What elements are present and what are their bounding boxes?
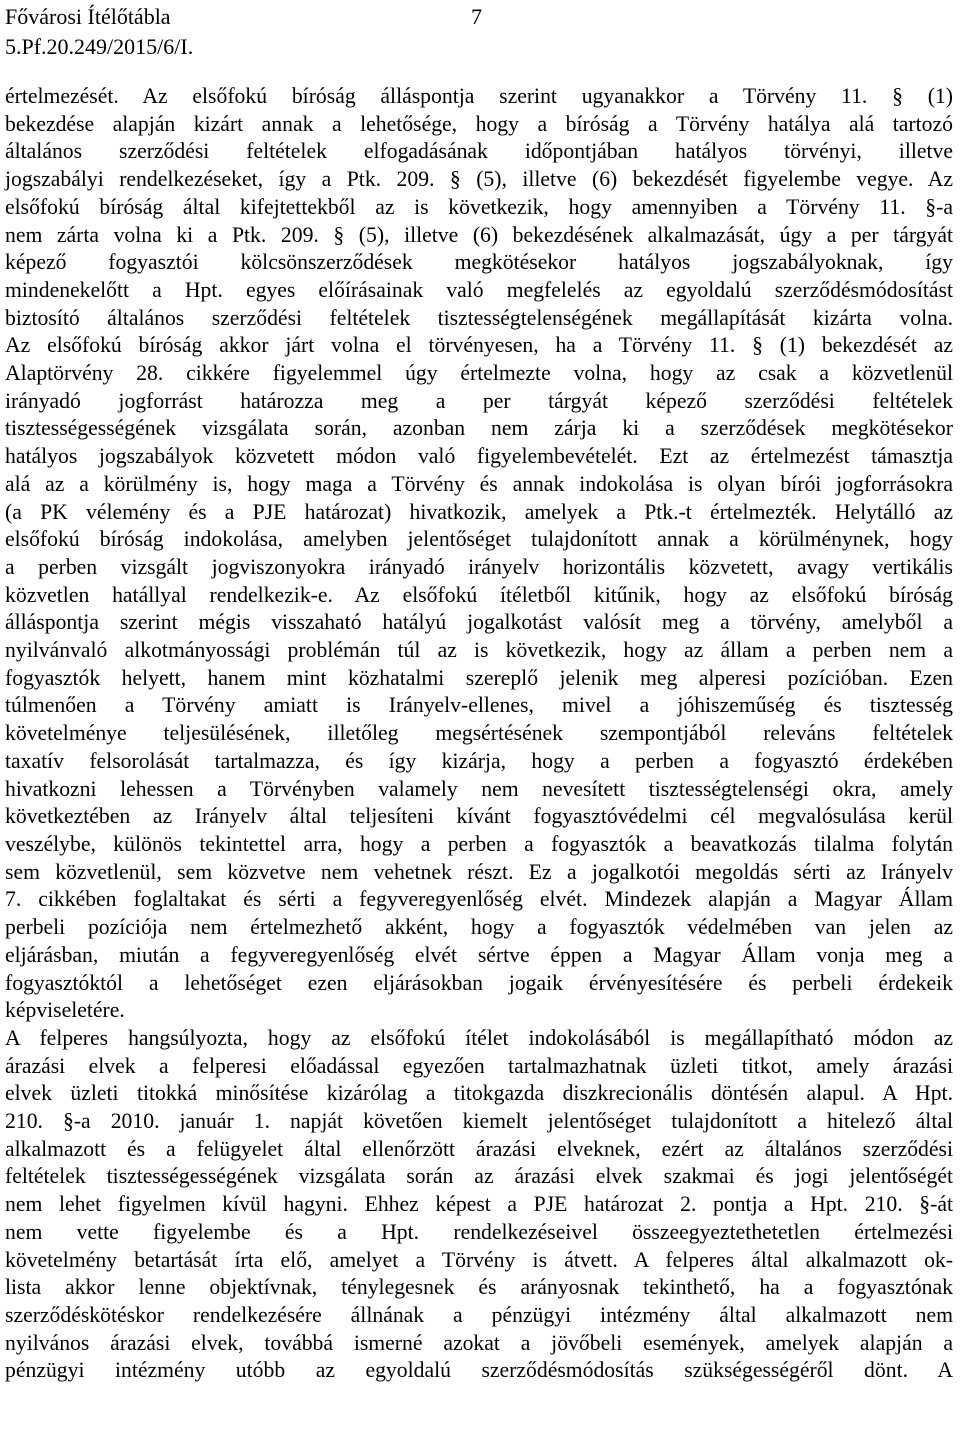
text-line: biztosító általános szerződési feltételek tisztességtelenségének megállapítását kizárta volna. <box>5 305 953 330</box>
text-line: következtében az Irányelv által teljesíteni kívánt fogyasztóvédelmi cél megvalósulása kerül <box>5 804 953 829</box>
text-line: képviseletére. <box>5 998 125 1023</box>
text-line: sem közvetlenül, sem közvetve nem vehetnek részt. Ez a jogalkotói megoldás sérti az Irányelv <box>5 859 953 884</box>
case-number: 5.Pf.20.249/2015/6/I. <box>5 34 194 59</box>
text-line: követelménye teljesülésének, illetőleg megsértésének szempontjából releváns feltételek <box>5 721 953 746</box>
text-line: tisztességességének vizsgálata során, azonban nem zárja ki a szerződések megkötésekor <box>5 416 953 441</box>
text-line: 210. §-a 2010. január 1. napját követően kiemelt jelentőséget tulajdonított a hitelező által <box>5 1109 953 1134</box>
text-line: (a PK vélemény és a PJE határozat) hivatkozik, amelyek a Ptk.-t értelmezték. Helytálló az <box>5 499 953 524</box>
text-line: alá az a körülmény is, hogy maga a Törvény és annak indokolása is olyan bírói jogforrásokra <box>5 471 953 496</box>
text-line: értelmezését. Az elsőfokú bíróság álláspontja szerint ugyanakkor a Törvény 11. § (1) <box>5 84 953 108</box>
paragraph <box>5 83 953 1025</box>
text-line: jogszabályi rendelkezéseket, így a Ptk. 209. § (5), illetve (6) bekezdését figyelembe vegye. Az <box>5 167 953 192</box>
text-line: követelmény betartását írta elő, amelyet a Törvény is átvett. A felperes által alkalmazott ok- <box>5 1247 953 1272</box>
text-line: elsőfokú bíróság indokolása, amelyben jelentőséget tulajdonított annak a körülménynek, hogy <box>5 527 953 552</box>
text-line: veszélybe, különös tekintettel arra, hogy a perben a fogyasztók a beavatkozás tilalma folytán <box>5 831 953 856</box>
text-line: mindenekelőtt a Hpt. egyes előírásainak való megfelelés az egyoldalú szerződésmódosítást <box>5 277 953 302</box>
text-line: hatályos jogszabályok közvetett módon való figyelembevételét. Ezt az értelmezést támasztja <box>5 444 953 469</box>
text-line: feltételek tisztességességének vizsgálata során az árazási elvek szakmai és jogi jelentőségét <box>5 1164 953 1189</box>
text-line: irányadó jogforrást határozza meg a per tárgyát képező szerződési feltételek <box>5 388 953 413</box>
text-line: lista akkor lenne objektívnak, ténylegesnek és arányosnak tekinthető, ha a fogyasztónak <box>5 1275 953 1300</box>
document-body <box>5 83 953 1385</box>
text-line: taxatív felsorolását tartalmazza, és így kizárja, hogy a perben a fogyasztó érdekében <box>5 748 953 773</box>
text-line: nyilvánvaló alkotmányossági problémán túl az is következik, hogy az állam a perben nem a <box>5 638 953 663</box>
page-number: 7 <box>471 4 482 29</box>
text-line: nem zárta volna ki a Ptk. 209. § (5), illetve (6) bekezdésének alkalmazását, úgy a per tárgyát <box>5 222 953 247</box>
text-line: Alaptörvény 28. cikkére figyelemmel úgy értelmezte volna, hogy az csak a közvetlenül <box>5 361 953 386</box>
text-line: árazási elvek a felperesi előadással egyezően tartalmazhatnak üzleti titkot, amely árazási <box>5 1053 953 1078</box>
text-line: bekezdése alapján kizárt annak a lehetősége, hogy a bíróság a Törvény hatálya alá tartozó <box>5 111 953 136</box>
text-line: perbeli pozíciója nem értelmezhető akként, hogy a fogyasztók védelmében van jelen az <box>5 915 953 940</box>
text-line: eljárásban, miután a fegyveregyenlőség elvét sértve éppen a Magyar Állam vonja meg a <box>5 942 953 967</box>
text-line: pénzügyi intézmény utóbb az egyoldalú szerződésmódosítás szükségességéről dönt. A <box>5 1358 953 1383</box>
court-name: Fővárosi Ítélőtábla <box>5 4 171 29</box>
text-line: általános szerződési feltételek elfogadásának időpontjában hatályos törvényi, illetve <box>5 139 953 164</box>
text-line: a perben vizsgált jogviszonyokra irányadó irányelv horizontális közvetett, avagy vertikális <box>5 554 953 579</box>
text-line: nem lehet figyelmen kívül hagyni. Ehhez képest a PJE határozat 2. pontja a Hpt. 210. §-át <box>5 1192 953 1217</box>
text-line: A felperes hangsúlyozta, hogy az elsőfokú ítélet indokolásából is megállapítható módon az <box>5 1025 953 1050</box>
text-line: elvek üzleti titokká minősítése kizárólag a titokgazda diszkrecionális döntésén alapul. A Hpt. <box>5 1081 953 1106</box>
text-line: nyilvános árazási elvek, továbbá ismerné azokat a jövőbeli események, amelyek alapján a <box>5 1330 953 1355</box>
text-line: túlmenően a Törvény amiatt is Irányelv-ellenes, mivel a jóhiszeműség és tisztesség <box>5 693 953 718</box>
text-line: szerződéskötéskor rendelkezésére állnának a pénzügyi intézmény által alkalmazott nem <box>5 1302 953 1327</box>
text-line: alkalmazott és a felügyelet által ellenőrzött árazási elveknek, ezért az általános szerződési <box>5 1136 953 1161</box>
text-line: képező fogyasztói kölcsönszerződések megkötésekor hatályos jogszabályoknak, így <box>5 250 953 275</box>
text-line: nem vette figyelembe és a Hpt. rendelkezéseivel összeegyeztethetetlen értelmezési <box>5 1219 953 1244</box>
text-line: fogyasztók helyett, hanem mint közhatalmi szereplő jelenik meg alperesi pozícióban. Ezen <box>5 665 953 690</box>
page-header <box>5 2 193 62</box>
paragraph <box>5 1025 953 1385</box>
text-line: elsőfokú bíróság által kifejtettekből az is következik, hogy amennyiben a Törvény 11. §-a <box>5 194 953 219</box>
text-line: álláspontja szerint mégis visszaható hatályú jogalkotást valósít meg a törvény, amelyből a <box>5 610 953 635</box>
text-line: Az elsőfokú bíróság akkor járt volna el törvényesen, ha a Törvény 11. § (1) bekezdését az <box>5 333 953 358</box>
text-line: 7. cikkében foglaltakat és sérti a fegyveregyenlőség elvét. Mindezek alapján a Magyar Állam <box>5 887 953 912</box>
text-line: hivatkozni lehessen a Törvényben valamely nem nevesített tisztességtelenségi okra, amely <box>5 776 953 801</box>
text-line: közvetlen hatállyal rendelkezik-e. Az elsőfokú ítéletből kitűnik, hogy az elsőfokú bíróság <box>5 582 953 607</box>
text-line: fogyasztóktól a lehetőséget ezen eljárásokban jogaik érvényesítésére és perbeli érdekeik <box>5 970 953 995</box>
